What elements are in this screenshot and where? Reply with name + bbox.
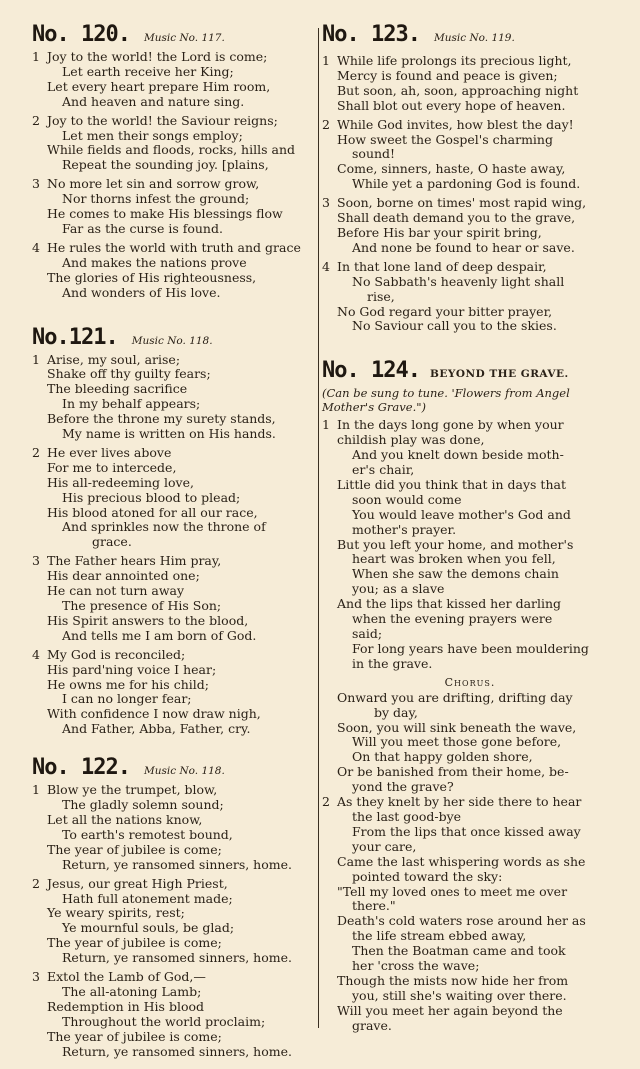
verse-line: 2 As they knelt by her side there to hear <box>322 794 582 810</box>
verse-line: Redemption in His blood <box>47 998 204 1014</box>
verse-line: And wonders of His love. <box>62 284 221 300</box>
verse-line: 3 The Father hears Him pray, <box>32 553 222 569</box>
verse-line: 4 He rules the world with truth and grace <box>32 239 301 255</box>
verse-line: The year of jubilee is come; <box>47 1028 222 1044</box>
verse-line: The gladly solemn sound; <box>62 797 224 813</box>
verse-line: the life stream ebbed away, <box>352 928 527 944</box>
verse-number: 3 <box>32 176 40 192</box>
verse <box>32 353 315 442</box>
verse-line: Let men their songs employ; <box>62 127 243 143</box>
verse-line: Return, ye ransomed sinners, home. <box>62 1043 292 1059</box>
verse-line: And you knelt down beside moth- <box>352 447 564 463</box>
verse-line: The bleeding sacrifice <box>47 381 188 397</box>
verse-line: Will you meet her again beyond the <box>337 1002 563 1018</box>
verse-line: You would leave mother's God and <box>352 506 571 522</box>
verse-line: your care, <box>352 838 417 854</box>
hymn-121 <box>32 324 315 738</box>
hymn-123 <box>322 24 618 334</box>
verse-number: 1 <box>322 417 330 433</box>
verse-line: Hath full atonement made; <box>62 890 233 906</box>
hymn-120 <box>32 24 315 301</box>
verse-line: Ye mournful souls, be glad; <box>62 920 235 936</box>
verse-line: when the evening prayers were <box>352 611 553 627</box>
verse-line: 2 He ever lives above <box>32 444 172 460</box>
verse <box>322 795 618 1034</box>
verse-number: 3 <box>32 969 40 985</box>
verse-line: 2 Jesus, our great High Priest, <box>32 875 228 891</box>
verse <box>322 418 618 671</box>
verse-line: Let all the nations know, <box>47 811 203 827</box>
chorus-line: by day, <box>374 704 418 720</box>
verse <box>32 241 315 301</box>
left-column <box>32 24 315 1069</box>
verse-line: Return, ye ransomed sinners, home. <box>62 856 292 872</box>
verse-line: pointed toward the sky: <box>352 868 503 884</box>
verse-line: said; <box>352 626 383 641</box>
verse-line: Come, sinners, haste, O haste away, <box>337 161 566 177</box>
verse-line: With confidence I now draw nigh, <box>47 706 261 722</box>
verse <box>322 118 618 193</box>
verse-line: 3 No more let sin and sorrow grow, <box>32 176 260 192</box>
verse-line: grave. <box>352 1017 392 1033</box>
verse-line: Before the throne my surety stands, <box>47 411 276 427</box>
chorus-heading: Chorus. <box>444 675 496 689</box>
verse-line: And sprinkles now the throne of <box>62 519 266 535</box>
verse-line: er's chair, <box>352 462 415 478</box>
verse-number: 4 <box>32 239 40 255</box>
verse-line: And makes the nations prove <box>62 254 247 270</box>
verse-number: 2 <box>32 875 40 891</box>
verse-line: And heaven and nature sing. <box>62 93 245 109</box>
verse-line: The year of jubilee is come; <box>47 935 222 951</box>
verse-line: And tells me I am born of God. <box>62 627 257 643</box>
hymn-header <box>32 324 315 350</box>
verse-line: her 'cross the wave; <box>352 958 480 974</box>
verse-line: The glories of His righteousness, <box>47 269 257 285</box>
verse-line: Let earth receive her King; <box>62 63 234 79</box>
verse <box>32 970 315 1059</box>
verse-line: His dear annointed one; <box>47 568 200 584</box>
verse-number: 2 <box>322 116 330 132</box>
hymn-header <box>322 24 618 46</box>
chorus-line: On that happy golden shore, <box>352 749 533 765</box>
verse-number: 2 <box>32 444 40 460</box>
hymn-subtitle: BEYOND THE GRAVE. <box>429 368 569 381</box>
chorus-line: Onward you are drifting, drifting day <box>337 689 573 705</box>
verse-line: Repeat the sounding joy. [plains, <box>62 157 269 173</box>
verse <box>32 446 315 550</box>
hymn-number: No. 124. <box>322 358 420 384</box>
verse-line: But you left your home, and mother's <box>337 536 574 552</box>
verse-line: in the grave. <box>352 655 433 671</box>
verse-line: And Father, Abba, Father, cry. <box>62 721 251 737</box>
verse-line: The year of jubilee is come; <box>47 841 222 857</box>
verse-line: No God regard your bitter prayer, <box>337 303 553 319</box>
verse-number: 1 <box>32 49 40 64</box>
verse-line: He comes to make His blessings flow <box>47 206 283 222</box>
verse-line: Then the Boatman came and took <box>352 943 566 959</box>
verse-line: The all-atoning Lamb; <box>62 983 202 999</box>
chorus-line: yond the grave? <box>352 779 454 795</box>
verse <box>322 54 618 114</box>
right-column <box>322 24 618 1044</box>
verse-line: Throughout the world proclaim; <box>62 1013 266 1029</box>
verse-line: But soon, ah, soon, approaching night <box>337 82 579 98</box>
hymn-header <box>322 360 618 382</box>
verse <box>32 877 315 966</box>
verse <box>32 114 315 174</box>
verse-line: Ye weary spirits, rest; <box>47 905 185 921</box>
verse-line: 1 While life prolongs its precious light, <box>322 53 572 68</box>
verse-line: To earth's remotest bound, <box>62 826 233 842</box>
music-reference: Music No. 118. <box>143 765 225 778</box>
verse-number: 1 <box>322 53 330 68</box>
verse-line: Though the mists now hide her from <box>337 972 569 988</box>
verse-line: 1 Joy to the world! the Lord is come; <box>32 49 268 64</box>
verse-line: Shake off thy guilty fears; <box>47 366 211 382</box>
verse-line: His pard'ning voice I hear; <box>47 661 217 677</box>
verse-line: heart was broken when you fell, <box>352 551 556 567</box>
music-reference: Music No. 118. <box>131 334 213 347</box>
verse-line: the last good-bye <box>352 808 462 824</box>
verse-line: Came the last whispering words as she <box>337 853 586 869</box>
verse-line: From the lips that once kissed away <box>352 823 581 839</box>
verse-line: My name is written on His hands. <box>62 426 276 442</box>
hymn-number: No. 120. <box>32 22 130 47</box>
verse-line: I can no longer fear; <box>62 691 192 707</box>
verse-line: Far as the curse is found. <box>62 220 223 236</box>
verse-line: Nor thorns infest the ground; <box>62 191 250 207</box>
verse-line: No Sabbath's heavenly light shall <box>352 273 565 289</box>
chorus-line: Or be banished from their home, be- <box>337 764 569 780</box>
verse-number: 3 <box>32 553 40 569</box>
verse-line: 4 My God is reconciled; <box>32 646 186 662</box>
verse-line: Little did you think that in days that <box>337 476 566 492</box>
verse-line: "Tell my loved ones to meet me over <box>337 883 568 899</box>
verse <box>32 554 315 643</box>
hymn-number: No. 122. <box>32 755 130 781</box>
verse-line: childish play was done, <box>337 432 485 448</box>
verse-line: 3 Soon, borne on times' most rapid wing, <box>322 195 587 211</box>
verse-line: you, still she's waiting over there. <box>352 987 567 1003</box>
verse-line: Let every heart prepare Him room, <box>47 78 271 94</box>
verse <box>32 177 315 237</box>
hymn-122 <box>32 757 315 1059</box>
verse-line: Return, ye ransomed sinners, home. <box>62 950 292 966</box>
verse-line: sound! <box>352 146 396 162</box>
verse-number: 1 <box>32 782 40 798</box>
verse-line: In my behalf appears; <box>62 396 201 412</box>
verse-line: His blood atoned for all our race, <box>47 504 258 520</box>
verse-line: Shall blot out every hope of heaven. <box>337 97 566 113</box>
verse-line: While fields and floods, rocks, hills and <box>47 142 295 158</box>
verse-number: 1 <box>32 351 40 367</box>
verse-line: 3 Extol the Lamb of God,— <box>32 969 206 985</box>
verse-line: 2 Joy to the world! the Saviour reigns; <box>32 112 278 128</box>
verse-line: you; as a slave <box>352 581 445 597</box>
verse-line: 1 In the days long gone by when your <box>322 417 564 433</box>
verse-line: The presence of His Son; <box>62 598 222 613</box>
verse-line: When she saw the demons chain <box>352 566 559 582</box>
verse-line: 4 In that lone land of deep despair, <box>322 258 547 274</box>
chorus-line: Will you meet those gone before, <box>352 734 562 750</box>
verse-number: 2 <box>322 794 330 810</box>
music-reference: Music No. 119. <box>433 32 515 44</box>
hymn-124 <box>322 360 618 1033</box>
verse-line: For me to intercede, <box>47 459 177 475</box>
verse-line: 2 While God invites, how blest the day! <box>322 116 574 132</box>
hymn-header <box>32 757 315 779</box>
verse-line: Before His bar your spirit bring, <box>337 224 542 240</box>
chorus-line: Soon, you will sink beneath the wave, <box>337 719 577 735</box>
hymn-number: No. 123. <box>322 22 420 47</box>
verse-line: Mercy is found and peace is given; <box>337 67 558 83</box>
verse-line: mother's prayer. <box>352 521 457 537</box>
verse-line: How sweet the Gospel's charming <box>337 131 553 147</box>
verse-number: 2 <box>32 112 40 128</box>
hymn-number: No.121. <box>32 324 118 350</box>
tune-note: (Can be sung to tune. 'Flowers from Angel Mother's Grave.") <box>322 386 570 415</box>
verse-line: His precious blood to plead; <box>62 489 241 505</box>
verse <box>32 783 315 872</box>
verse-line: 1 Blow ye the trumpet, blow, <box>32 782 218 798</box>
verse-number: 4 <box>32 646 40 662</box>
verse-line: He can not turn away <box>47 583 185 599</box>
verse-line: He owns me for his child; <box>47 676 209 692</box>
column-divider <box>318 28 319 1028</box>
verse <box>32 648 315 737</box>
verse-line: No Saviour call you to the skies. <box>352 318 557 334</box>
verse-number: 3 <box>322 195 330 211</box>
verse-line: His all-redeeming love, <box>47 474 194 490</box>
verse-line: His Spirit answers to the blood, <box>47 612 249 628</box>
verse-line: Shall death demand you to the grave, <box>337 210 576 226</box>
verse <box>322 260 618 335</box>
music-reference: Music No. 117. <box>143 32 225 44</box>
verse-line: grace. <box>92 534 132 550</box>
verse-line: And none be found to hear or save. <box>352 239 575 255</box>
hymn-header <box>32 24 315 46</box>
verse-line: rise, <box>367 288 395 304</box>
verse-line: 1 Arise, my soul, arise; <box>32 351 181 367</box>
verse-line: While yet a pardoning God is found. <box>352 176 581 192</box>
verse-line: there." <box>352 898 396 914</box>
verse <box>32 50 315 110</box>
verse-line: For long years have been mouldering <box>352 640 589 656</box>
verse-line: Death's cold waters rose around her as <box>337 913 586 929</box>
verse <box>322 196 618 256</box>
chorus <box>322 691 618 795</box>
verse-number: 4 <box>322 258 330 274</box>
verse-line: And the lips that kissed her darling <box>337 596 562 612</box>
verse-line: soon would come <box>352 491 462 507</box>
